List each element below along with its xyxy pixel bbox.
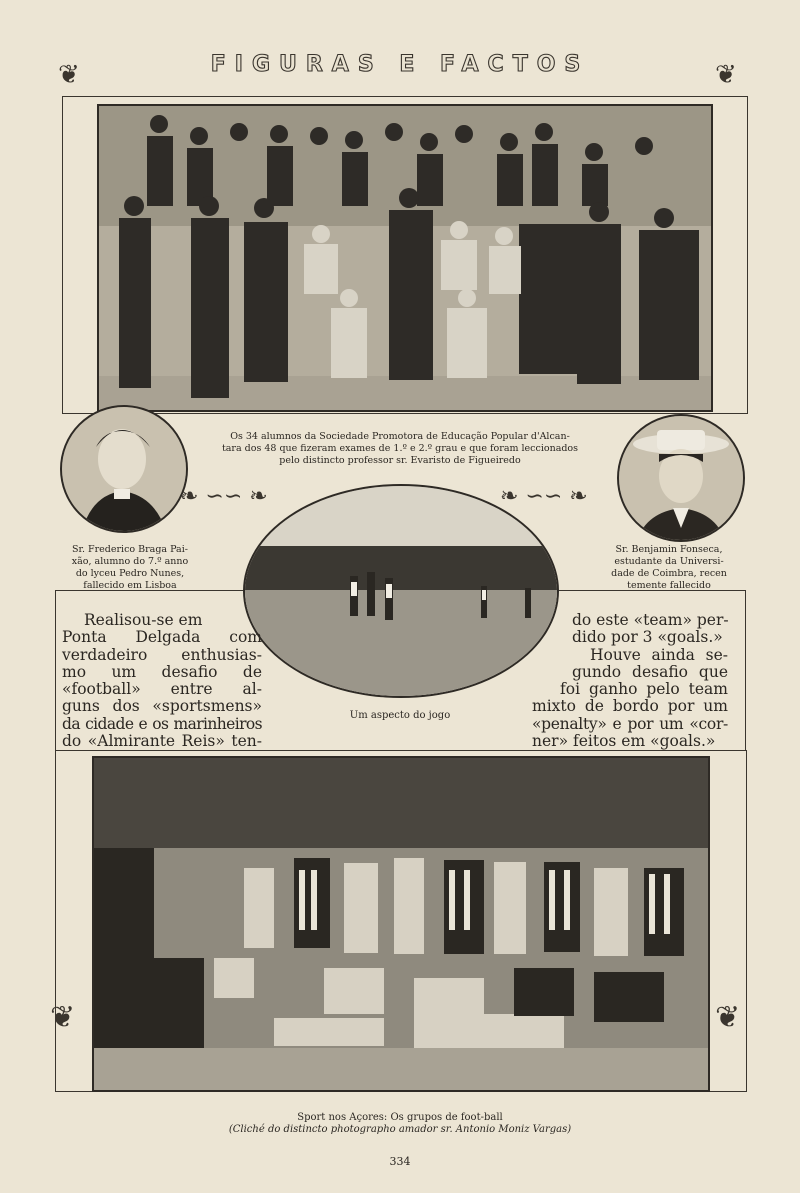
caption-line: estudante da Universi-: [614, 556, 724, 567]
article-line: mixto de bordo por um: [532, 697, 728, 716]
article-line: do «Almirante Reis» ten-: [62, 732, 262, 751]
middle-frame-left: [55, 590, 56, 750]
caption-line: do lyceu Pedro Nunes,: [75, 568, 185, 579]
group-photo-students: [97, 104, 713, 412]
middle-divider-top: [55, 590, 245, 591]
caption-line: Os 34 alumnos da Sociedade Promotora de Educação Popular d'Alcan-: [230, 431, 570, 442]
article-line: dido por 3 «goals.»: [572, 628, 723, 647]
page-title: FIGURAS E FACTOS: [210, 52, 590, 77]
article-line: gundo desafio que: [572, 662, 728, 681]
caption-line: temente fallecido: [627, 580, 711, 591]
football-teams-group-photo: [92, 756, 710, 1092]
caption-line: xão, alumno do 7.º anno: [71, 556, 189, 567]
caption-line: tara dos 48 que fizeram exames de 1.º e 2.º grau e que foram leccionados: [221, 443, 579, 454]
bottom-photo-caption: [150, 1112, 650, 1136]
page-number: 334: [389, 1155, 411, 1168]
caption-line: Sport nos Açores: Os grupos de foot-ball: [297, 1112, 503, 1123]
corner-ornament-top-right: ❦: [715, 60, 737, 90]
right-portrait-caption: [594, 544, 744, 592]
article-right-column: [532, 612, 728, 750]
portrait-benjamin-fonseca: [617, 414, 745, 542]
article-line: verdadeiro enthusias-: [62, 645, 262, 664]
article-line: Houve ainda se-: [590, 645, 728, 664]
article-line: do este «team» per-: [572, 611, 729, 629]
caption-line: dade de Coimbra, recen: [611, 568, 727, 579]
article-line: da cidade e os marinheiros: [62, 714, 262, 733]
caption-line: Sr. Frederico Braga Pai-: [72, 544, 188, 555]
scroll-ornament-left: ❧ ∽∽ ❧: [180, 484, 268, 509]
caption-line: Sr. Benjamin Fonseca,: [615, 544, 723, 555]
corner-ornament-top-left: ❦: [58, 60, 80, 90]
group-photo-caption: [200, 431, 600, 467]
middle-divider-top-right: [556, 590, 746, 591]
article-line: mo um desafio de: [62, 662, 262, 681]
scroll-ornament-right: ❧ ∽∽ ❧: [500, 484, 588, 509]
article-line: «penalty» e por um «cor-: [532, 714, 728, 733]
football-match-oval-photo: [243, 484, 559, 698]
article-line: Ponta Delgada com: [62, 628, 262, 647]
article-line: foi ganho pelo team: [560, 680, 728, 699]
article-line: «football» entre al-: [62, 680, 262, 699]
portrait-frederico-braga-paixao: [60, 405, 188, 533]
article-line: ner» feitos em «goals.»: [532, 732, 716, 751]
caption-line: (Cliché do distincto photographo amador sr. Antonio Moniz Vargas): [228, 1124, 572, 1135]
article-line: Realisou-se em: [84, 611, 203, 629]
article-left-column: [62, 612, 262, 750]
left-portrait-caption: [56, 544, 204, 592]
middle-frame-right: [745, 590, 746, 750]
caption-line: pelo distincto professor sr. Evaristo de Figueiredo: [279, 455, 521, 466]
corner-ornament-bottom-right: ❦: [715, 1000, 741, 1035]
oval-photo-caption: Um aspecto do jogo: [349, 710, 451, 721]
article-line: guns dos «sportsmens»: [62, 697, 262, 716]
corner-ornament-bottom-left: ❦: [50, 1000, 76, 1035]
caption-line: fallecido em Lisboa: [83, 580, 177, 591]
